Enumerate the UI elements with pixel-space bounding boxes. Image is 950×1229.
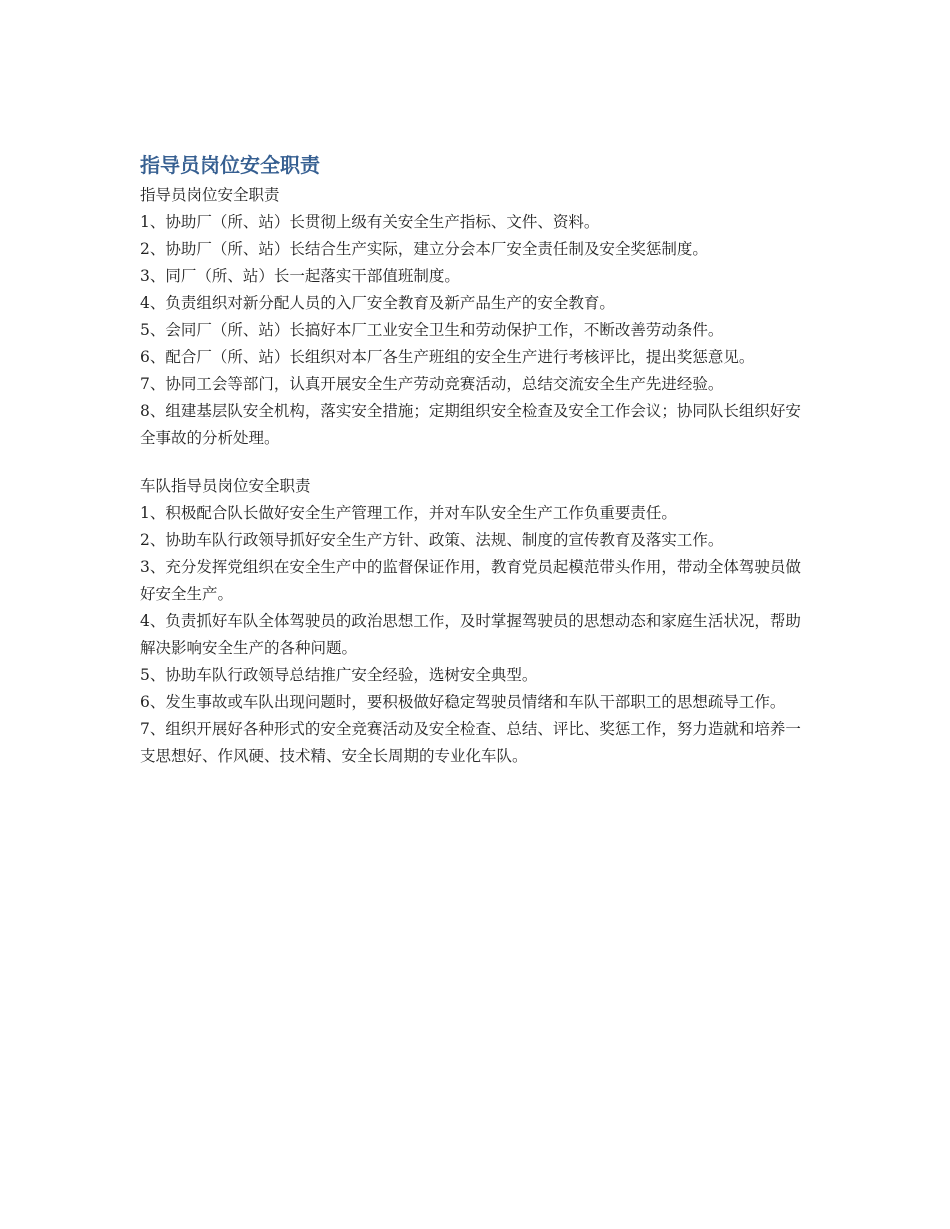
list-item: 1、积极配合队长做好安全生产管理工作，并对车队安全生产工作负重要责任。 (140, 504, 677, 522)
list-item: 2、协助车队行政领导抓好安全生产方针、政策、法规、制度的宣传教育及落实工作。 (140, 531, 724, 549)
document-title: 指导员岗位安全职责 (140, 153, 320, 177)
list-item: 5、协助车队行政领导总结推广安全经验，选树安全典型。 (140, 666, 538, 684)
list-item: 3、充分发挥党组织在安全生产中的监督保证作用，教育党员起模范带头作用，带动全体驾驶员做好安全生产。 (140, 558, 801, 603)
list-item: 7、协同工会等部门，认真开展安全生产劳动竞赛活动，总结交流安全生产先进经验。 (140, 375, 724, 393)
list-item: 5、会同厂（所、站）长搞好本厂工业安全卫生和劳动保护工作，不断改善劳动条件。 (140, 321, 724, 339)
section-heading: 指导员岗位安全职责 (140, 186, 280, 204)
document-page (140, 150, 805, 770)
list-item: 2、协助厂（所、站）长结合生产实际，建立分会本厂安全责任制及安全奖惩制度。 (140, 240, 708, 258)
section-heading: 车队指导员岗位安全职责 (140, 477, 311, 495)
list-item: 1、协助厂（所、站）长贯彻上级有关安全生产指标、文件、资料。 (140, 213, 600, 231)
section-fleet-instructor-duties (140, 473, 805, 770)
list-item: 7、组织开展好各种形式的安全竞赛活动及安全检查、总结、评比、奖惩工作，努力造就和培养一支思想好、作风硬、技术精、安全长周期的专业化车队。 (140, 720, 801, 765)
section-spacer (140, 452, 805, 473)
list-item: 8、组建基层队安全机构，落实安全措施；定期组织安全检查及安全工作会议；协同队长组织好安全事故的分析处理。 (140, 402, 801, 447)
list-item: 6、发生事故或车队出现问题时，要积极做好稳定驾驶员情绪和车队干部职工的思想疏导工作。 (140, 693, 786, 711)
list-item: 4、负责抓好车队全体驾驶员的政治思想工作，及时掌握驾驶员的思想动态和家庭生活状况，帮助解决影响安全生产的各种问题。 (140, 612, 801, 657)
section-instructor-duties (140, 182, 805, 452)
list-item: 6、配合厂（所、站）长组织对本厂各生产班组的安全生产进行考核评比，提出奖惩意见。 (140, 348, 755, 366)
list-item: 3、同厂（所、站）长一起落实干部值班制度。 (140, 267, 460, 285)
list-item: 4、负责组织对新分配人员的入厂安全教育及新产品生产的安全教育。 (140, 294, 615, 312)
